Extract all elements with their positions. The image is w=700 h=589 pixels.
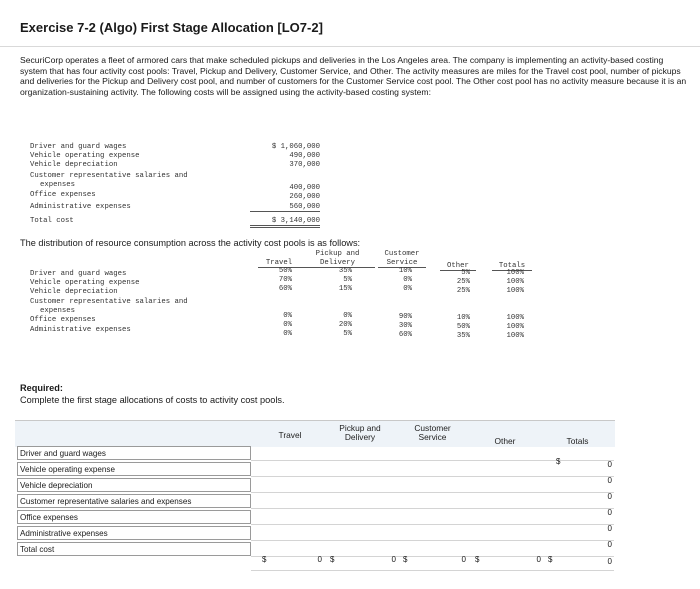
col-header-pickup bbox=[325, 424, 395, 442]
col-header-other: Other bbox=[494, 436, 516, 446]
dist-cell: 10% bbox=[398, 267, 412, 275]
row-total-value: 0 bbox=[607, 476, 612, 485]
dist-cell: 0% bbox=[403, 276, 412, 284]
dist-row-label: Office expenses bbox=[30, 316, 96, 324]
dist-header-travel: Travel bbox=[258, 259, 300, 268]
required-text: Complete the first stage allocations of costs to activity cost pools. bbox=[20, 395, 285, 405]
grand-total-value: 0 bbox=[607, 557, 612, 566]
dist-cell: 0% bbox=[343, 312, 352, 320]
row-total-value: 0 bbox=[607, 460, 612, 469]
dist-header-pickup: Delivery bbox=[300, 259, 375, 268]
row-label-input[interactable]: Driver and guard wages bbox=[17, 446, 251, 460]
dist-row-label: Administrative expenses bbox=[30, 326, 131, 334]
dist-cell: 100% bbox=[506, 332, 524, 340]
grid-line bbox=[251, 476, 614, 477]
cost-label: Office expenses bbox=[30, 191, 96, 199]
dist-cell: 30% bbox=[398, 322, 412, 330]
dist-cell: 50% bbox=[278, 267, 292, 275]
dist-header-pickup: Pickup and bbox=[315, 250, 360, 258]
row-label-input[interactable]: Vehicle depreciation bbox=[17, 478, 251, 492]
currency-symbol: $ bbox=[556, 457, 561, 466]
dist-cell: 100% bbox=[506, 323, 524, 331]
dist-header-totals: Totals bbox=[492, 262, 532, 271]
dist-row-label: Vehicle depreciation bbox=[30, 288, 118, 296]
cost-value: 370,000 bbox=[289, 161, 320, 169]
total-cost-label-input[interactable]: Total cost bbox=[17, 542, 251, 556]
dist-header-customer: Customer bbox=[384, 250, 420, 258]
grid-line bbox=[251, 508, 614, 509]
dist-cell: 25% bbox=[456, 287, 470, 295]
grid-line bbox=[251, 540, 614, 541]
pool-total-travel: 0 bbox=[317, 555, 322, 564]
dist-cell: 25% bbox=[456, 278, 470, 286]
dist-cell: 100% bbox=[506, 287, 524, 295]
cost-value: 260,000 bbox=[289, 193, 320, 201]
dist-cell: 70% bbox=[278, 276, 292, 284]
dist-cell: 0% bbox=[403, 285, 412, 293]
dist-cell: 5% bbox=[461, 269, 470, 277]
dist-cell: 100% bbox=[506, 278, 524, 286]
required-label: Required: bbox=[20, 383, 63, 393]
dist-header-other: Other bbox=[440, 262, 476, 271]
dist-cell: 10% bbox=[456, 314, 470, 322]
dist-row-label: expenses bbox=[40, 307, 76, 315]
dist-cell: 100% bbox=[506, 314, 524, 322]
grid-line bbox=[251, 570, 614, 571]
cost-total-value: $ 3,140,000 bbox=[250, 217, 320, 228]
dist-cell: 0% bbox=[283, 330, 292, 338]
cost-label: Driver and guard wages bbox=[30, 143, 127, 151]
row-total-value: 0 bbox=[607, 540, 612, 549]
grid-line bbox=[251, 524, 614, 525]
row-label-input[interactable]: Administrative expenses bbox=[17, 526, 251, 540]
dist-cell: 60% bbox=[398, 331, 412, 339]
cost-value: 560,000 bbox=[250, 203, 320, 212]
col-header-totals: Totals bbox=[566, 436, 589, 446]
cost-label: expenses bbox=[40, 181, 76, 189]
cost-label: Vehicle operating expense bbox=[30, 152, 140, 160]
pool-total-customer: 0 bbox=[461, 555, 466, 564]
cost-value: $ 1,060,000 bbox=[271, 143, 320, 151]
distribution-heading: The distribution of resource consumption across the activity cost pools is as follows: bbox=[20, 238, 361, 248]
cost-label: Vehicle depreciation bbox=[30, 161, 118, 169]
pool-total-pickup: 0 bbox=[391, 555, 396, 564]
currency-symbol: $ bbox=[475, 555, 480, 564]
col-header-customer bbox=[400, 424, 465, 442]
col-header-travel: Travel bbox=[278, 430, 302, 440]
dist-cell: 0% bbox=[283, 321, 292, 329]
dist-cell: 5% bbox=[343, 330, 352, 338]
dist-cell: 90% bbox=[398, 313, 412, 321]
row-label-input[interactable]: Office expenses bbox=[17, 510, 251, 524]
intro-paragraph: SecuriCorp operates a fleet of armored cars that make scheduled pickups and deliveries in the Los Angeles area. The company is implementing an activity-based costing system that has four activity cost pools: Travel, Pickup and Delivery, Customer Service, and Other. The activity measures are miles for the Travel cost pool, number of pickups and deliveries for the Pickup and Delivery cost pool, and number of customers for the Customer Service cost pool. The Other cost pool has no activity measure because it is an organization-sustaining activity. The following costs will be assigned using the activity-based costing system: bbox=[20, 55, 687, 97]
cost-label: Administrative expenses bbox=[30, 203, 131, 211]
col-header-customer-line2: Service bbox=[418, 432, 447, 442]
dist-cell: 35% bbox=[456, 332, 470, 340]
dist-cell: 20% bbox=[338, 321, 352, 329]
cost-value: 490,000 bbox=[289, 152, 320, 160]
cost-value: 400,000 bbox=[289, 184, 320, 192]
dist-cell: 100% bbox=[506, 269, 524, 277]
dist-cell: 5% bbox=[343, 276, 352, 284]
dist-cell: 15% bbox=[338, 285, 352, 293]
dist-row-label: Vehicle operating expense bbox=[30, 279, 140, 287]
dist-cell: 50% bbox=[456, 323, 470, 331]
row-total-value: 0 bbox=[607, 492, 612, 501]
page-title: Exercise 7-2 (Algo) First Stage Allocation [LO7-2] bbox=[20, 20, 323, 35]
dist-cell: 0% bbox=[283, 312, 292, 320]
currency-symbol: $ bbox=[403, 555, 408, 564]
grid-line bbox=[251, 556, 614, 557]
row-label-input[interactable]: Vehicle operating expense bbox=[17, 462, 251, 476]
col-header-pickup-line2: Delivery bbox=[344, 432, 376, 442]
currency-symbol: $ bbox=[548, 555, 553, 564]
dist-header-customer: Service bbox=[378, 259, 426, 268]
col-header-pickup-line1: Pickup and bbox=[339, 423, 381, 433]
dist-row-label: Driver and guard wages bbox=[30, 270, 127, 278]
cost-label: Customer representative salaries and bbox=[30, 172, 188, 180]
cost-total-label: Total cost bbox=[30, 217, 74, 225]
row-total-value: 0 bbox=[607, 508, 612, 517]
currency-symbol: $ bbox=[262, 555, 267, 564]
title-divider bbox=[0, 46, 700, 47]
row-label-input[interactable]: Customer representative salaries and expenses bbox=[17, 494, 251, 508]
grid-line bbox=[251, 492, 614, 493]
row-total-value: 0 bbox=[607, 524, 612, 533]
currency-symbol: $ bbox=[330, 555, 335, 564]
col-header-customer-line1: Customer bbox=[414, 423, 451, 433]
pool-total-other: 0 bbox=[536, 555, 541, 564]
dist-row-label: Customer representative salaries and bbox=[30, 298, 188, 306]
dist-cell: 60% bbox=[278, 285, 292, 293]
dist-cell: 35% bbox=[338, 267, 352, 275]
